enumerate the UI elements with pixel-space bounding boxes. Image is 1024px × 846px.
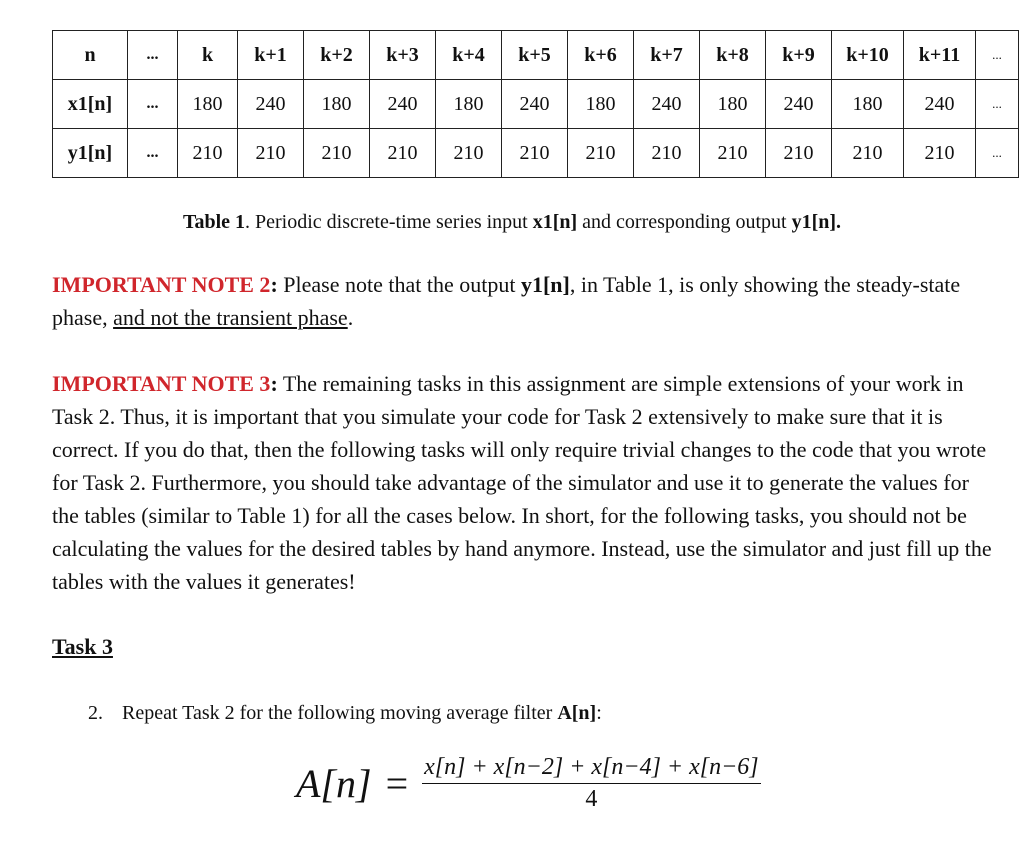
table-cell: 210 bbox=[436, 129, 502, 178]
table-cell: 240 bbox=[238, 80, 304, 129]
table-cell: 180 bbox=[568, 80, 634, 129]
table-cell: k+3 bbox=[370, 31, 436, 80]
ellipsis-cell: ... bbox=[976, 31, 1019, 80]
table-cell: 180 bbox=[178, 80, 238, 129]
table-cell: 240 bbox=[766, 80, 832, 129]
important-note-2: IMPORTANT NOTE 2: Please note that the output y1[n], in Table 1, is only showing the steady-state phase, and not the transient phase. bbox=[52, 272, 961, 330]
table-cell: k+11 bbox=[904, 31, 976, 80]
row-label: n bbox=[53, 31, 128, 80]
formula-fraction bbox=[422, 754, 761, 813]
data-table bbox=[52, 30, 1019, 178]
important-note-3: IMPORTANT NOTE 3: The remaining tasks in this assignment are simple extensions of your work in Task 2. Thus, it is important that you simulate your code for Task 2 extensively to make sure that it is correct. If you do that, then the following tasks will only require trivial changes to the code that you wrote for Task 2. Furthermore, you should take advantage of the simulator and use it to generate the values for the tables (similar to Table 1) for all the cases below. In short, for the following tasks, you should not be calculating the values for the desired tables by hand anymore. Instead, use the simulator and just fill up the tables with the values it generates! bbox=[52, 371, 992, 594]
table-cell: k+9 bbox=[766, 31, 832, 80]
table-row bbox=[53, 129, 1019, 178]
table-cell: 210 bbox=[700, 129, 766, 178]
table-cell: k+4 bbox=[436, 31, 502, 80]
task-item: 2. Repeat Task 2 for the following moving average filter A[n]: bbox=[88, 702, 602, 724]
moving-average-formula bbox=[296, 754, 761, 813]
table-cell: 210 bbox=[238, 129, 304, 178]
table-cell: k+7 bbox=[634, 31, 700, 80]
table-cell: 240 bbox=[370, 80, 436, 129]
row-label: y1[n] bbox=[53, 129, 128, 178]
table-cell: k+10 bbox=[832, 31, 904, 80]
table-cell: k+8 bbox=[700, 31, 766, 80]
table-cell: k+2 bbox=[304, 31, 370, 80]
ellipsis-cell: ... bbox=[128, 80, 178, 129]
table-cell: 240 bbox=[634, 80, 700, 129]
table-caption: Table 1. Periodic discrete-time series input x1[n] and corresponding output y1[n]. bbox=[182, 211, 842, 233]
table-cell: k+5 bbox=[502, 31, 568, 80]
table-cell: k+6 bbox=[568, 31, 634, 80]
table-row bbox=[53, 80, 1019, 129]
formula-lhs: A[n] bbox=[296, 761, 372, 806]
table-cell: 210 bbox=[370, 129, 436, 178]
table-cell: 210 bbox=[304, 129, 370, 178]
ellipsis-cell: ... bbox=[976, 80, 1019, 129]
table-cell: 210 bbox=[502, 129, 568, 178]
table-cell: 210 bbox=[766, 129, 832, 178]
table-cell: 180 bbox=[436, 80, 502, 129]
row-label: x1[n] bbox=[53, 80, 128, 129]
table-cell: 180 bbox=[304, 80, 370, 129]
table-row bbox=[53, 31, 1019, 80]
table-cell: 240 bbox=[502, 80, 568, 129]
ellipsis-cell: ... bbox=[128, 129, 178, 178]
formula-numerator: x[n] + x[n−2] + x[n−4] + x[n−6] bbox=[422, 754, 761, 784]
ellipsis-cell: ... bbox=[976, 129, 1019, 178]
formula-denominator: 4 bbox=[585, 786, 598, 812]
ellipsis-cell: ... bbox=[128, 31, 178, 80]
table-cell: 240 bbox=[904, 80, 976, 129]
table-cell: 210 bbox=[904, 129, 976, 178]
table-cell: 210 bbox=[634, 129, 700, 178]
table-cell: 180 bbox=[700, 80, 766, 129]
table-cell: 210 bbox=[178, 129, 238, 178]
table-cell: k+1 bbox=[238, 31, 304, 80]
table-cell: 210 bbox=[832, 129, 904, 178]
table-cell: 180 bbox=[832, 80, 904, 129]
formula-equals: = bbox=[385, 761, 409, 806]
task-heading: Task 3 bbox=[52, 634, 113, 659]
table-cell: k bbox=[178, 31, 238, 80]
table-cell: 210 bbox=[568, 129, 634, 178]
